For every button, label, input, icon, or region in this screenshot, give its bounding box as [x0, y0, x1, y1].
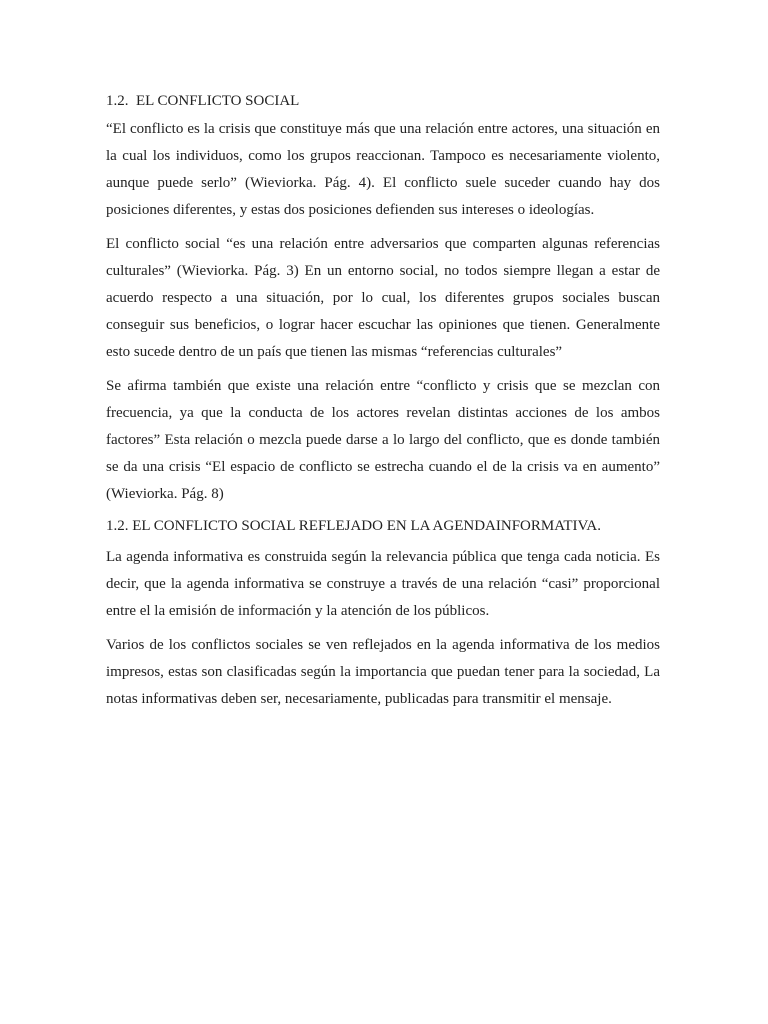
- paragraph-definicion-conflicto: “El conflicto es la crisis que constituye más que una relación entre actores, una situación en la cual los individuos, como los grupos reaccionan. Tampoco es necesariamente violento, aunque puede serlo” (Wieviorka. Pág. 4). El conflicto suele suceder cuando hay dos posiciones diferentes, y estas dos posiciones defienden sus intereses o ideologías.: [106, 121, 660, 218]
- paragraph-conflictos-en-medios: Varios de los conflictos sociales se ven reflejados en la agenda informativa de los medios impresos, estas son clasificadas según la importancia que puedan tener para la sociedad, La notas informativas deben ser, necesariamente, publicadas para transmitir el mensaje.: [106, 637, 660, 707]
- paragraph-conflicto-y-crisis: Se afirma también que existe una relación entre “conflicto y crisis que se mezclan con frecuencia, ya que la conducta de los actores revelan distintas acciones de los ambos factores” Esta relación o mezcla puede darse a lo largo del conflicto, que es donde también se da una crisis “El espacio de conflicto se estrecha cuando el de la crisis va en aumento” (Wieviorka. Pág. 8): [106, 378, 660, 502]
- document-page: [106, 90, 660, 720]
- section-heading-agenda-informativa: 1.2. EL CONFLICTO SOCIAL REFLEJADO EN LA AGENDAINFORMATIVA.: [106, 518, 602, 534]
- section-heading-conflicto-social: 1.2. EL CONFLICTO SOCIAL: [106, 93, 300, 109]
- paragraph-agenda-informativa: La agenda informativa es construida según la relevancia pública que tenga cada noticia. Es decir, que la agenda informativa se construye a través de una relación “casi” proporcional entre el la emisión de información y la atención de los públicos.: [106, 549, 660, 619]
- paragraph-conflicto-social: El conflicto social “es una relación entre adversarios que comparten algunas referencias culturales” (Wieviorka. Pág. 3) En un entorno social, no todos siempre llegan a estar de acuerdo respecto a una situación, por lo cual, los diferentes grupos sociales buscan conseguir sus beneficios, o lograr hacer escuchar las opiniones que tienen. Generalmente esto sucede dentro de un país que tienen las mismas “referencias culturales”: [106, 236, 660, 360]
